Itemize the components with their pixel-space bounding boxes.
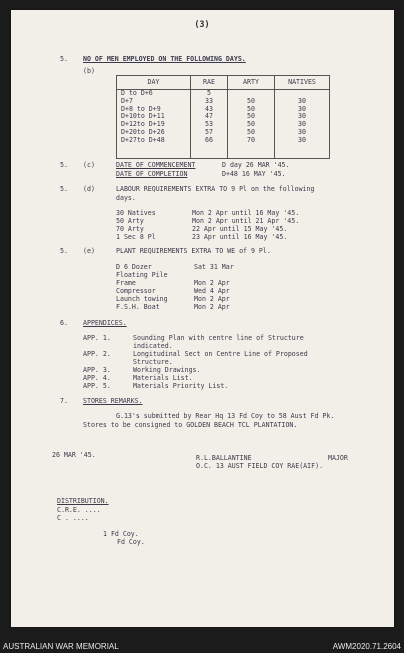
table-cell: D+7	[121, 96, 133, 105]
section-5e-number: 5.	[60, 247, 68, 255]
labour-row-label: 70 Arty	[116, 225, 144, 233]
plant-row-item: Compressor	[116, 287, 156, 295]
plant-row-item: Floating Pile	[116, 271, 168, 279]
labour-requirements-line2: days.	[116, 194, 136, 202]
footer-institution: AUSTRALIAN WAR MEMORIAL	[3, 642, 119, 651]
appendix-title: Materials Priority List.	[133, 382, 229, 390]
completion-value: D+48 16 MAY '45.	[222, 170, 286, 178]
signatory-rank: MAJOR	[328, 454, 348, 462]
day-column	[117, 90, 191, 159]
plant-row-date: Mon 2 Apr	[194, 303, 230, 311]
table-cell: 70	[247, 135, 255, 144]
appendices-heading: APPENDICES.	[83, 319, 127, 327]
table-cell: D+8 to D+9	[121, 104, 161, 113]
labour-table	[116, 75, 330, 159]
distribution-line: 1 Fd Coy.	[103, 530, 139, 538]
table-cell: 50	[247, 104, 255, 113]
commencement-label: DATE OF COMMENCEMENT	[116, 161, 196, 169]
distribution-line: Fd Coy.	[117, 538, 145, 546]
signatory-unit: O.C. 13 AUST FIELD COY RAE(AIF).	[196, 462, 324, 470]
appendix-title: Sounding Plan with centre line of Structure	[133, 334, 304, 342]
stores-remarks-line1: G.13's submitted by Rear Hq 13 Fd Coy to 58 Aust Fd Pk.	[116, 412, 335, 420]
plant-requirements-heading: PLANT REQUIREMENTS EXTRA TO WE of 9 Pl.	[116, 247, 271, 255]
table-cell: D+10to D+11	[121, 112, 165, 121]
appendix-ref: APP. 1.	[83, 334, 111, 342]
column-header-day: DAY	[117, 76, 191, 90]
plant-row-item: Launch towing	[116, 295, 168, 303]
appendix-title-cont: indicated.	[133, 342, 173, 350]
appendix-title-cont: Structure.	[133, 358, 173, 366]
table-cell: 47	[205, 112, 213, 121]
plant-row-item: F.S.H. Boat	[116, 303, 160, 311]
labour-row-value: 22 Apr until 15 May '45.	[192, 225, 288, 233]
section-5b-sub: (b)	[83, 67, 95, 75]
appendix-title: Working Drawings.	[133, 366, 201, 374]
signatory-name: R.L.BALLANTINE	[196, 454, 252, 462]
table-cell: 30	[298, 135, 306, 144]
archive-footer	[0, 640, 404, 653]
table-cell: 33	[205, 96, 213, 105]
labour-row-label: 50 Arty	[116, 217, 144, 225]
rae-column	[191, 90, 228, 159]
section-5e-sub: (e)	[83, 247, 95, 255]
appendix-title: Longitudinal Sect on Centre Line of Proposed	[133, 350, 308, 358]
table-cell: 57	[205, 127, 213, 136]
section-5c-number: 5.	[60, 161, 68, 169]
plant-row-date: Wed 4 Apr	[194, 287, 230, 295]
section-5b-heading: NO OF MEN EMPLOYED ON THE FOLLOWING DAYS.	[83, 55, 246, 63]
stores-remarks-line2: Stores to be consigned to GOLDEN BEACH TCL PLANTATION.	[83, 421, 298, 429]
appendix-ref: APP. 3.	[83, 366, 111, 374]
table-cell: D+27to D+48	[121, 135, 165, 144]
distribution-line: C.R.E. ....	[57, 506, 101, 514]
column-header-arty: ARTY	[228, 76, 275, 90]
section-5d-number: 5.	[60, 185, 68, 193]
section-5c-sub: (c)	[83, 161, 95, 169]
labour-row-label: 30 Natives	[116, 209, 156, 217]
table-cell: D to D+6	[121, 89, 153, 97]
table-cell: 50	[247, 127, 255, 136]
completion-label: DATE OF COMPLETION	[116, 170, 188, 178]
table-cell: 53	[205, 120, 213, 129]
column-header-natives: NATIVES	[275, 76, 330, 90]
plant-row-date: Mon 2 Apr	[194, 279, 230, 287]
table-cell: 43	[205, 104, 213, 113]
labour-row-label: 1 Sec 8 Pl	[116, 233, 156, 241]
table-cell: 30	[298, 104, 306, 113]
appendix-title: Materials List.	[133, 374, 193, 382]
section-7-number: 7.	[60, 397, 68, 405]
document-date: 26 MAR '45.	[52, 451, 96, 459]
table-cell: 30	[298, 120, 306, 129]
plant-row-item: D 6 Dozer	[116, 263, 152, 271]
table-cell: 50	[247, 96, 255, 105]
table-cell: 30	[298, 127, 306, 136]
section-5d-sub: (d)	[83, 185, 95, 193]
distribution-heading: DISTRIBUTION.	[57, 497, 109, 505]
natives-column	[275, 90, 330, 159]
table-cell: 66	[205, 135, 213, 144]
labour-row-value: Mon 2 Apr until 21 Apr '45.	[192, 217, 300, 225]
table-cell: 50	[247, 112, 255, 121]
labour-row-value: Mon 2 Apr until 16 May '45.	[192, 209, 300, 217]
commencement-value: D day 26 MAR '45.	[222, 161, 290, 169]
arty-column	[228, 90, 275, 159]
appendix-ref: APP. 2.	[83, 350, 111, 358]
table-cell: D+12to D+19	[121, 120, 165, 129]
plant-row-date: Sat 31 Mar	[194, 263, 234, 271]
table-cell: 5	[207, 89, 211, 97]
footer-accession-number: AWM2020.71.2604	[332, 642, 401, 651]
plant-row-item: Frame	[116, 279, 136, 287]
page-number: (3)	[194, 20, 210, 30]
table-cell: 50	[247, 120, 255, 129]
table-cell: 30	[298, 112, 306, 121]
distribution-line: C . ....	[57, 514, 89, 522]
column-header-rae: RAE	[191, 76, 228, 90]
labour-row-value: 23 Apr until 16 May '45.	[192, 233, 288, 241]
stores-remarks-heading: STORES REMARKS.	[83, 397, 143, 405]
plant-row-date: Mon 2 Apr	[194, 295, 230, 303]
section-6-number: 6.	[60, 319, 68, 327]
section-5b-number: 5.	[60, 55, 68, 63]
table-cell: 30	[298, 96, 306, 105]
labour-requirements-line1: LABOUR REQUIREMENTS EXTRA TO 9 Pl on the following	[116, 185, 315, 193]
appendix-ref: APP. 4.	[83, 374, 111, 382]
table-cell: D+20to D+26	[121, 127, 165, 136]
appendix-ref: APP. 5.	[83, 382, 111, 390]
